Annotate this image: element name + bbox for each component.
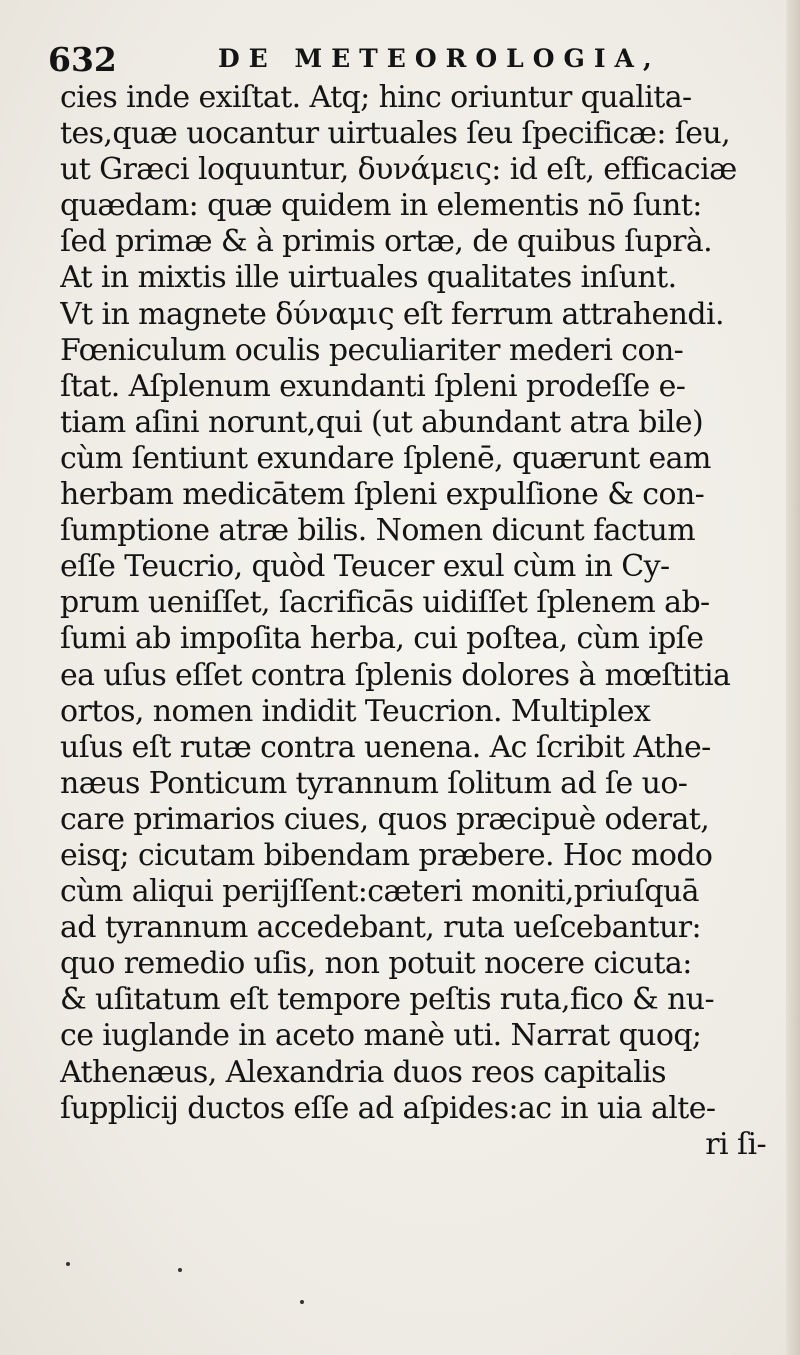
text-line: ſumi ab impoſita herba, cui poſtea, cùm ipſe xyxy=(60,621,704,657)
text-line: Vt in magnete δύναμις eſt ferrum attrahendi. xyxy=(60,296,724,332)
text-line: prum ueniſſet, ſacrificās uidiſſet ſplenem ab- xyxy=(60,585,710,621)
text-line: herbam medicātem ſpleni expulſione & con- xyxy=(60,477,705,513)
text-line: tes,quæ uocantur uirtuales ſeu ſpecificæ: ſeu, xyxy=(60,116,731,152)
catchword: ri ſi- xyxy=(705,1126,766,1162)
text-line: ut Græci loquuntur, δυνάμεις: id eſt, efficaciæ xyxy=(60,152,737,188)
text-line: eſſe Teucrio, quòd Teucer exul cùm in Cy- xyxy=(60,549,670,585)
text-line: ſumptione atræ bilis. Nomen dicunt factum xyxy=(60,513,696,549)
text-line: ortos, nomen indidit Teucrion. Multiplex xyxy=(60,693,651,729)
running-title: DE METEOROLOGIA, xyxy=(218,44,661,73)
text-line: ce iuglande in aceto manè uti. Narrat quoq; xyxy=(60,1018,702,1054)
text-line: ſupplicij ductos eſſe ad aſpides:ac in uia alte- xyxy=(60,1090,716,1126)
text-line: ad tyrannum accedebant, ruta ueſcebantur: xyxy=(60,910,702,946)
ink-speck xyxy=(300,1300,304,1304)
page-edge-shadow xyxy=(786,0,800,1355)
text-line: quo remedio uſis, non potuit nocere cicuta: xyxy=(60,946,692,982)
body-text xyxy=(60,80,772,1163)
text-line: ſed primæ & à primis ortæ, de quibus ſuprà. xyxy=(60,224,713,260)
text-line: næus Ponticum tyrannum ſolitum ad ſe uo- xyxy=(60,765,688,801)
text-line: Fœniculum oculis peculiariter mederi con- xyxy=(60,332,684,368)
text-line: cùm ſentiunt exundare ſplenē, quærunt eam xyxy=(60,440,711,476)
text-line: ea uſus eſſet contra ſplenis dolores à mœſtitia xyxy=(60,657,731,693)
page-number: 632 xyxy=(48,40,117,79)
text-line: tiam aſini norunt,qui (ut abundant atra bile) xyxy=(60,404,704,440)
text-line: cùm aliqui perijſſent:cæteri moniti,priuſquā xyxy=(60,874,699,910)
text-line: Athenæus, Alexandria duos reos capitalis xyxy=(60,1054,666,1090)
text-line: & uſitatum eſt tempore peſtis ruta,fico & nu- xyxy=(60,982,715,1018)
text-line: uſus eſt rutæ contra uenena. Ac ſcribit Athe- xyxy=(60,729,711,765)
text-line: quædam: quæ quidem in elementis nō ſunt: xyxy=(60,188,702,224)
ink-speck xyxy=(178,1268,182,1272)
text-line: At in mixtis ille uirtuales qualitates inſunt. xyxy=(60,260,677,296)
ink-speck xyxy=(66,1262,70,1266)
text-line: care primarios ciues, quos præcipuè oderat, xyxy=(60,801,710,837)
text-line: cies inde exiſtat. Atq; hinc oriuntur qualita- xyxy=(60,80,692,115)
text-line: ſtat. Aſplenum exundanti ſpleni prodeſſe e- xyxy=(60,368,686,404)
text-line: eisq; cicutam bibendam præbere. Hoc modo xyxy=(60,837,713,873)
